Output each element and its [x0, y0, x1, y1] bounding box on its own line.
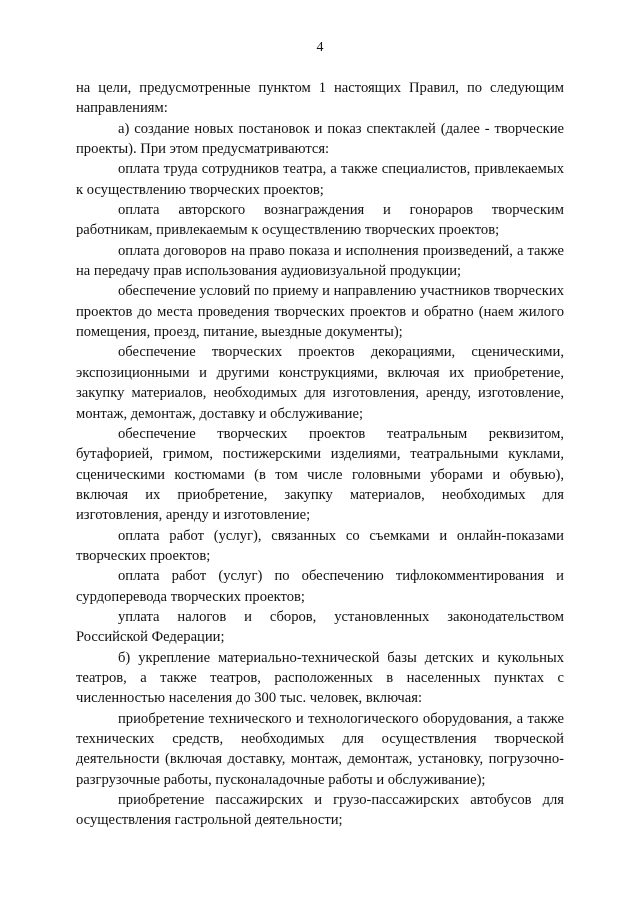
paragraph: оплата авторского вознаграждения и гонораров творческим работникам, привлекаемым к осуществлению творческих проектов; [76, 202, 564, 239]
paragraph: приобретение пассажирских и грузо-пассажирских автобусов для осуществления гастрольной деятельности; [76, 792, 564, 829]
paragraph: б) укрепление материально-технической базы детских и кукольных театров, а также театров, расположенных в населенных пунктах с численностью населения до 300 тыс. человек, включая: [76, 649, 564, 707]
paragraph: оплата договоров на право показа и исполнения произведений, а также на передачу прав использования аудиовизуальной продукции; [76, 242, 564, 280]
document-body [76, 78, 564, 831]
paragraph: а) создание новых постановок и показ спектаклей (далее - творческие проекты). При этом предусматриваются: [76, 120, 564, 158]
paragraph: оплата труда сотрудников театра, а также специалистов, привлекаемых к осуществлению творческих проектов; [76, 161, 564, 198]
paragraph: обеспечение условий по приему и направлению участников творческих проектов до места проведения творческих проектов и обратно (наем жилого помещения, проезд, питание, выездные документы); [76, 283, 564, 341]
paragraph: обеспечение творческих проектов театральным реквизитом, бутафорией, гримом, постижерскими изделиями, театральными куклами, сценическими костюмами (в том числе головными уборами и обувью), включая их приобретение, закупку материалов, необходимых для изготовления, аренду и изготовление; [76, 425, 564, 524]
paragraph: оплата работ (услуг), связанных со съемками и онлайн-показами творческих проектов; [76, 527, 564, 564]
page-number: 4 [316, 40, 324, 55]
paragraph: приобретение технического и технологического оборудования, а также технических средств, необходимых для осуществления творческой деятельности (включая доставку, монтаж, демонтаж, установку, погрузочно-разгрузочные работы, пусконаладочные работы и обслуживание); [76, 710, 564, 788]
paragraph: оплата работ (услуг) по обеспечению тифлокомментирования и сурдоперевода творческих проектов; [76, 568, 564, 605]
paragraph: обеспечение творческих проектов декорациями, сценическими, экспозиционными и другими конструкциями, включая их приобретение, закупку материалов, необходимых для изготовления, аренду, изготовление, монтаж, демонтаж, доставку и обслуживание; [76, 344, 564, 422]
paragraph: уплата налогов и сборов, установленных законодательством Российской Федерации; [76, 608, 564, 646]
paragraph: на цели, предусмотренные пунктом 1 настоящих Правил, по следующим направлениям: [76, 80, 564, 117]
